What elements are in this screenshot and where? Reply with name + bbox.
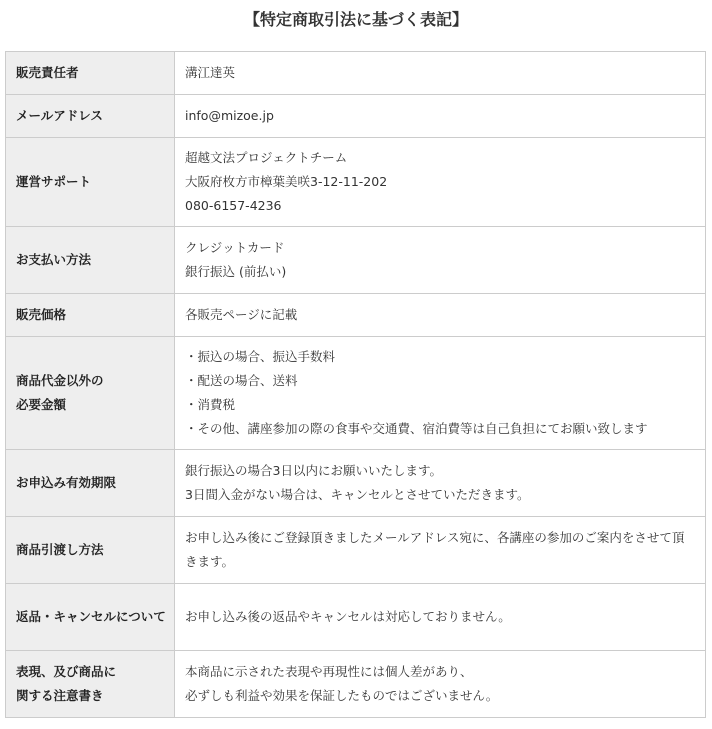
- table-row-delivery: [6, 517, 706, 584]
- table-row-seller: [6, 52, 706, 95]
- row-label: お支払い方法: [6, 227, 175, 294]
- row-label: メールアドレス: [6, 95, 175, 138]
- row-value: 銀行振込の場合3日以内にお願いいたします。 3日間入金がない場合は、キャンセルとさせていただきます。: [175, 450, 706, 517]
- email-text: info@mizoe.jp: [185, 108, 274, 123]
- row-value: [175, 95, 706, 138]
- row-label: お申込み有効期限: [6, 450, 175, 517]
- row-value: お申し込み後にご登録頂きましたメールアドレス宛に、各講座の参加のご案内をさせて頂きます。: [175, 517, 706, 584]
- table-row-payment: [6, 227, 706, 294]
- phone-text: 080-6157-4236: [185, 198, 282, 213]
- row-value: お申し込み後の返品やキャンセルは対応しておりません。: [175, 584, 706, 651]
- row-value: 各販売ページに記載: [175, 294, 706, 337]
- address-text: 大阪府枚方市樟葉美咲3-12-11-202: [185, 174, 388, 189]
- table-row-extra-costs: [6, 337, 706, 450]
- table-row-email: [6, 95, 706, 138]
- table-row-price: [6, 294, 706, 337]
- table-row-returns: [6, 584, 706, 651]
- row-value: 超越文法プロジェクトチーム 大阪府枚方市樟葉美咲3-12-11-202 080-6157-4236: [175, 138, 706, 227]
- row-value: ・振込の場合、振込手数料 ・配送の場合、送料 ・消費税 ・その他、講座参加の際の食事や交通費、宿泊費等は自己負担にてお願い致します: [175, 337, 706, 450]
- row-label: 商品代金以外の 必要金額: [6, 337, 175, 450]
- row-value: 溝江達英: [175, 52, 706, 95]
- row-label: 販売責任者: [6, 52, 175, 95]
- page-title: 【特定商取引法に基づく表記】: [243, 10, 468, 29]
- row-value: クレジットカード 銀行振込 (前払い): [175, 227, 706, 294]
- row-label: 運営サポート: [6, 138, 175, 227]
- row-label: 返品・キャンセルについて: [6, 584, 175, 651]
- row-label: 商品引渡し方法: [6, 517, 175, 584]
- row-label: 販売価格: [6, 294, 175, 337]
- row-label: 表現、及び商品に 関する注意書き: [6, 651, 175, 718]
- commerce-disclosure-table: [5, 51, 706, 718]
- table-row-disclaimer: [6, 651, 706, 718]
- row-value: 本商品に示された表現や再現性には個人差があり、 必ずしも利益や効果を保証したものではございません。: [175, 651, 706, 718]
- table-row-support: [6, 138, 706, 227]
- table-row-deadline: [6, 450, 706, 517]
